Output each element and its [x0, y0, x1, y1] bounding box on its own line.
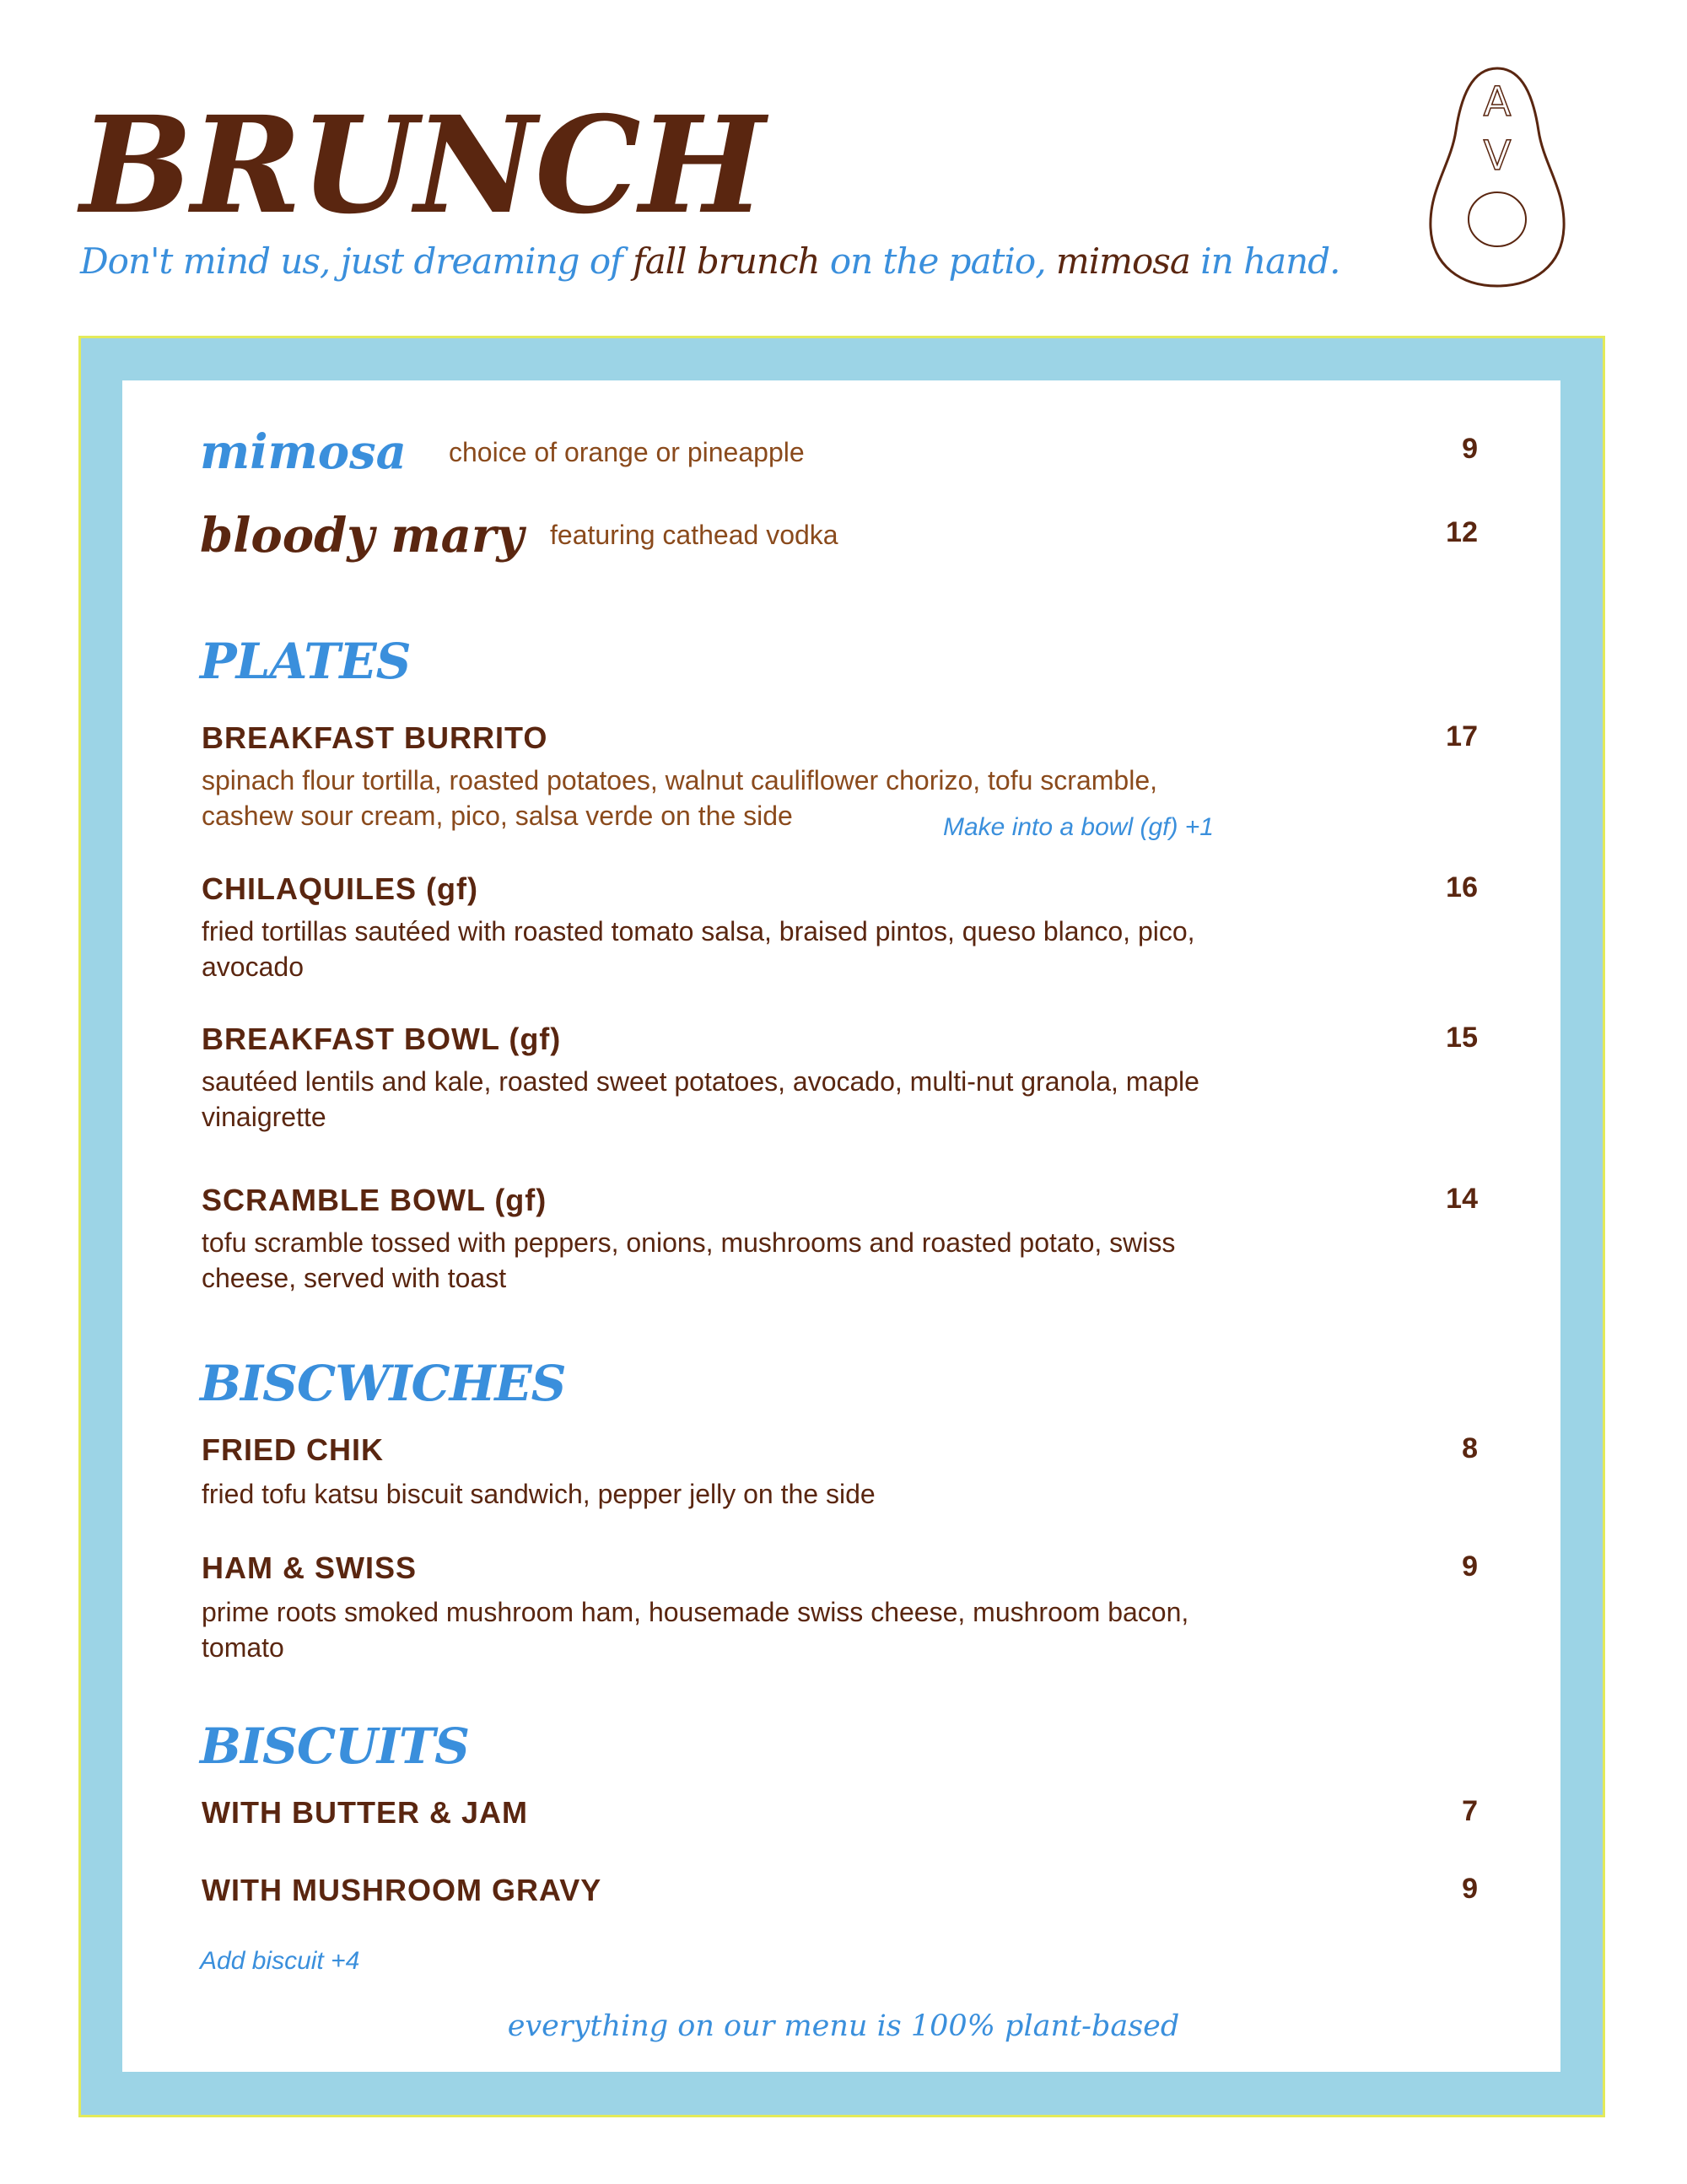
item-description: fried tortillas sautéed with roasted tomato salsa, braised pintos, queso blanco, pico, avocado	[202, 916, 1195, 982]
item-name: BREAKFAST BURRITO	[202, 720, 548, 755]
drink-description: featuring cathead vodka	[550, 520, 838, 550]
item-name: BREAKFAST BOWL (gf)	[202, 1022, 562, 1056]
tagline-part: fall brunch	[633, 240, 820, 282]
tagline-part: on the patio,	[819, 240, 1056, 282]
item-name: FRIED CHIK	[202, 1432, 384, 1467]
item-price: 9	[1462, 1550, 1478, 1583]
item-name: WITH BUTTER & JAM	[202, 1795, 528, 1830]
section-heading-biscuits: BISCUITS	[200, 1718, 469, 1775]
tagline	[80, 240, 1339, 282]
item-name: HAM & SWISS	[202, 1550, 418, 1585]
logo-letter-o	[1469, 192, 1526, 246]
drink-price: 12	[1446, 516, 1478, 548]
logo-letter: A	[1483, 78, 1512, 126]
drink-name-bloody-mary: bloody mary	[200, 508, 524, 564]
item-price: 9	[1462, 1873, 1478, 1905]
drink-price: 9	[1462, 433, 1478, 465]
drink-name-mimosa: mimosa	[200, 424, 407, 480]
tagline-part: in hand.	[1189, 240, 1340, 282]
tagline-part: mimosa	[1055, 240, 1190, 282]
item-price: 17	[1446, 720, 1478, 752]
item-price: 7	[1462, 1795, 1478, 1827]
item-name: SCRAMBLE BOWL (gf)	[202, 1183, 547, 1217]
item-price: 14	[1446, 1183, 1478, 1215]
item-description: spinach flour tortilla, roasted potatoes, walnut cauliflower chorizo, tofu scramble, cashew sour cream, pico, salsa verde on the side	[202, 765, 1157, 831]
item-description: sautéed lentils and kale, roasted sweet potatoes, avocado, multi-nut granola, maple vinaigrette	[202, 1066, 1199, 1132]
item-price: 15	[1446, 1022, 1478, 1054]
page-title: BRUNCH	[80, 88, 764, 244]
item-name: WITH MUSHROOM GRAVY	[202, 1873, 602, 1907]
item-description: tofu scramble tossed with peppers, onions, mushrooms and roasted potato, swiss cheese, served with toast	[202, 1227, 1176, 1293]
biscuit-add-note: Add biscuit +4	[200, 1947, 360, 1975]
avocado-logo-icon	[1426, 63, 1569, 291]
tagline-part: Don't mind us, just dreaming of	[80, 240, 633, 282]
item-price: 8	[1462, 1432, 1478, 1464]
item-description: prime roots smoked mushroom ham, housemade swiss cheese, mushroom bacon, tomato	[202, 1597, 1189, 1663]
footer-note: everything on our menu is 100% plant-based	[507, 2009, 1180, 2043]
item-description: fried tofu katsu biscuit sandwich, pepper jelly on the side	[202, 1479, 876, 1509]
section-heading-biscwiches: BISCWICHES	[200, 1355, 566, 1412]
item-name: CHILAQUILES (gf)	[202, 871, 478, 906]
item-note: Make into a bowl (gf) +1	[943, 813, 1214, 841]
section-heading-plates: PLATES	[200, 633, 411, 690]
drink-description: choice of orange or pineapple	[449, 437, 805, 467]
logo-letter: V	[1483, 132, 1512, 180]
item-price: 16	[1446, 871, 1478, 903]
